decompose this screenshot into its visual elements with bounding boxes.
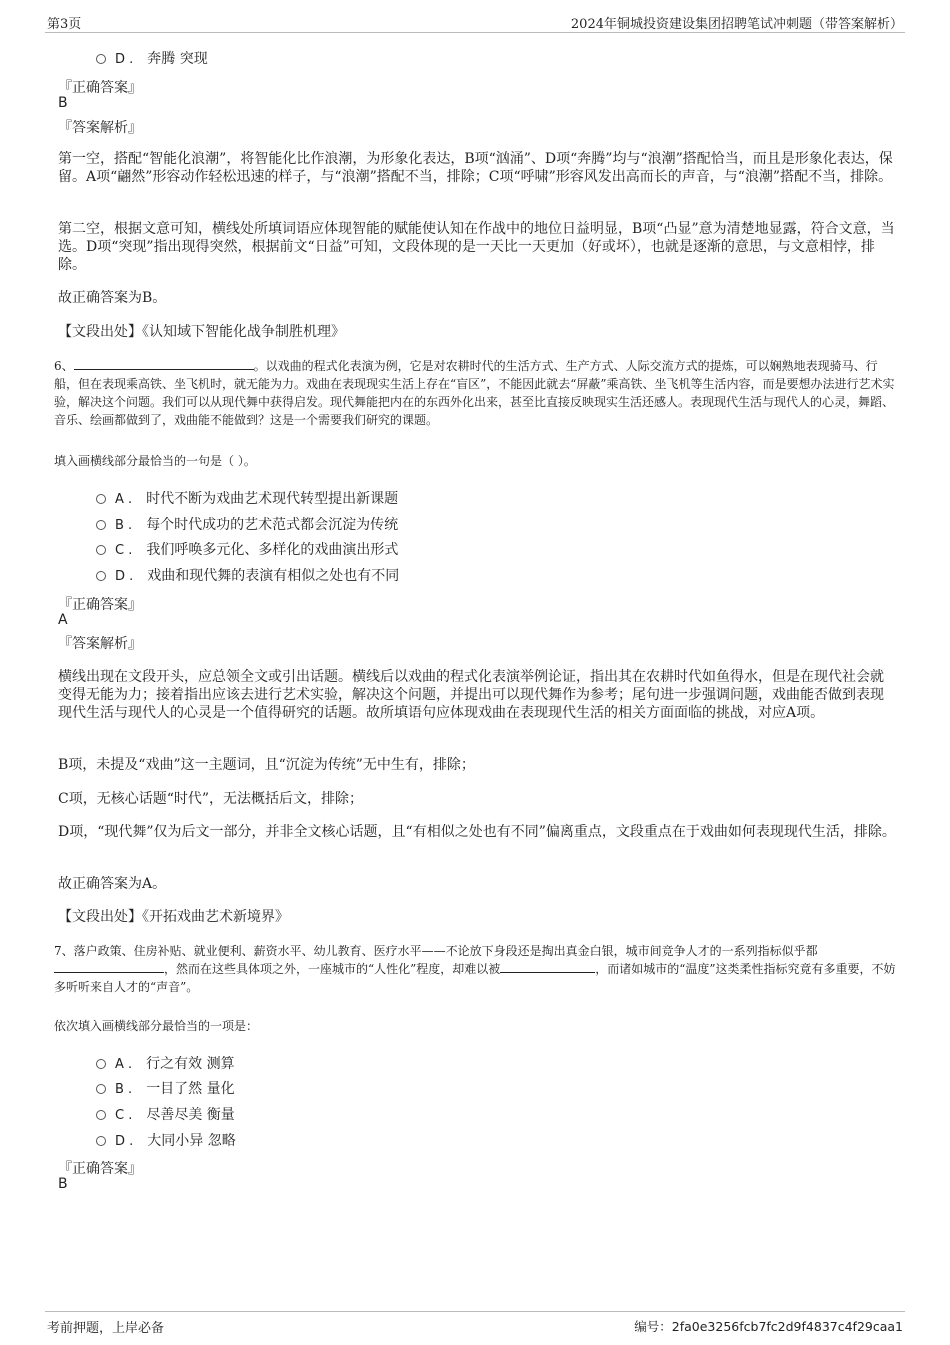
q6-option-d[interactable]: D . 戏曲和现代舞的表演有相似之处也有不同	[96, 565, 399, 585]
radio-icon[interactable]	[96, 571, 106, 581]
q7-correct-label: 『正确答案』	[58, 1161, 142, 1177]
q7-option-b[interactable]: B . 一目了然 量化	[96, 1078, 235, 1098]
q7-option-c[interactable]: C . 尽善尽美 衡量	[96, 1104, 235, 1124]
page-header	[45, 0, 905, 33]
q6-source: 【文段出处】《开拓戏曲艺术新境界》	[58, 909, 289, 925]
q5-analysis-para-1: 第一空，搭配“智能化浪潮”，将智能化比作浪潮，为形象化表达，B项“汹涌”、D项“奔腾”均与“浪潮”搭配恰当，而且是形象化表达，保留。A项“翩然”形容动作轻松迅速的样子，与“浪潮”搭配不当，排除；C项“呼啸”形容风发出高而长的声音，与“浪潮”搭配不当，排除。	[58, 151, 893, 185]
q7-answer: B	[58, 1176, 68, 1192]
document-title: 2024年铜城投资建设集团招聘笔试冲刺题（带答案解析）	[570, 17, 903, 32]
q5-correct-label: 『正确答案』	[58, 80, 142, 96]
radio-icon[interactable]	[96, 1059, 106, 1069]
q6-conclusion: 故正确答案为A。	[58, 876, 167, 892]
q7-blank-1	[54, 960, 164, 973]
q5-analysis-para-2: 第二空，根据文意可知，横线处所填词语应体现智能的赋能使认知在作战中的地位日益明显，B项“凸显”意为清楚地显露，符合文意，当选。D项“突现”指出现得突然，根据前文“日益”可知，文段体现的是一天比一天更加（好或坏），也就是逐渐的意思，与文意相悖，排除。	[58, 221, 895, 273]
q5-option-d[interactable]: D . 奔腾 突现	[96, 48, 208, 68]
q6-option-a[interactable]: A . 时代不断为戏曲艺术现代转型提出新课题	[96, 488, 398, 508]
q5-conclusion: 故正确答案为B。	[58, 290, 167, 306]
q6-analysis-para-2: B项，未提及“戏曲”这一主题词，且“沉淀为传统”无中生有，排除；	[58, 757, 475, 773]
q5-analysis-label: 『答案解析』	[58, 120, 142, 136]
q7-prompt: 依次填入画横线部分最恰当的一项是：	[54, 1019, 259, 1033]
radio-icon[interactable]	[96, 1084, 106, 1094]
q6-blank	[74, 357, 254, 370]
radio-icon[interactable]	[96, 1136, 106, 1146]
q7-option-d[interactable]: D . 大同小异 忽略	[96, 1130, 236, 1150]
q6-prompt: 填入画横线部分最恰当的一句是（ ）。	[54, 454, 256, 468]
radio-icon[interactable]	[96, 54, 106, 64]
page-number: 第3页	[47, 17, 82, 32]
q6-analysis-para-1: 横线出现在文段开头，应总领全文或引出话题。横线后以戏曲的程式化表演举例论证，指出其在农耕时代如鱼得水，但是在现代社会就变得无能为力；接着指出应该去进行艺术实验，解决这个问题，并提出可以现代舞作为参考；尾句进一步强调问题，戏曲能否做到表现现代生活与现代人的心灵是一个值得研究的话题。故所填语句应体现戏曲在表现现代生活的相关方面面临的挑战，对应A项。	[58, 669, 884, 721]
q6-answer: A	[58, 612, 68, 628]
q6-correct-label: 『正确答案』	[58, 597, 142, 613]
q6-analysis-para-3: C项，无核心话题“时代”，无法概括后文，排除；	[58, 791, 364, 807]
page-footer	[45, 1311, 905, 1336]
radio-icon[interactable]	[96, 545, 106, 555]
radio-icon[interactable]	[96, 494, 106, 504]
q7-stem: 7、落户政策、住房补贴、就业便利、薪资水平、幼儿教育、医疗水平——不论放下身段还是掏出真金白银，城市间竞争人才的一系列指标似乎都，然而在这些具体项之外，一座城市的“人性化”程度，却难以被 ，而诸如城市的“温度”这类柔性指标究竟有多重要，不妨多听听来自人才的“声音”。	[54, 944, 896, 994]
q6-analysis-para-4: D项，“现代舞”仅为后文一部分，并非全文核心话题，且“有相似之处也有不同”偏离重点，文段重点在于戏曲如何表现现代生活，排除。	[58, 824, 896, 840]
q6-option-b[interactable]: B . 每个时代成功的艺术范式都会沉淀为传统	[96, 514, 398, 534]
q6-stem: 6、 。以戏曲的程式化表演为例，它是对农耕时代的生活方式、生产方式、人际交流方式的提炼，可以娴熟地表现骑马、行船，但在表现乘高铁、坐飞机时，就无能为力。戏曲在表现现实生活上存在“盲区”，不能因此就去“屏蔽”乘高铁、坐飞机等生活内容，而是要想办法进行艺术实验，解决这个问题。我们可以从现代舞中获得启发。现代舞能把内在的东西外化出来，甚至比直接反映现实生活还感人。表现现代生活与现代人的心灵，舞蹈、音乐、绘画都做到了，戏曲能不能做到？这是一个需要我们研究的课题。	[54, 359, 895, 427]
radio-icon[interactable]	[96, 520, 106, 530]
q5-answer: B	[58, 95, 68, 111]
q6-analysis-label: 『答案解析』	[58, 636, 142, 652]
q6-option-c[interactable]: C . 我们呼唤多元化、多样化的戏曲演出形式	[96, 539, 398, 559]
q7-blank-2	[500, 960, 595, 973]
radio-icon[interactable]	[96, 1110, 106, 1120]
footer-serial: 编号：2fa0e3256fcb7fc2d9f4837c4f29caa1	[634, 1319, 903, 1334]
q5-source: 【文段出处】《认知域下智能化战争制胜机理》	[58, 324, 345, 340]
footer-slogan: 考前押题，上岸必备	[47, 1321, 165, 1336]
q7-option-a[interactable]: A . 行之有效 测算	[96, 1053, 235, 1073]
